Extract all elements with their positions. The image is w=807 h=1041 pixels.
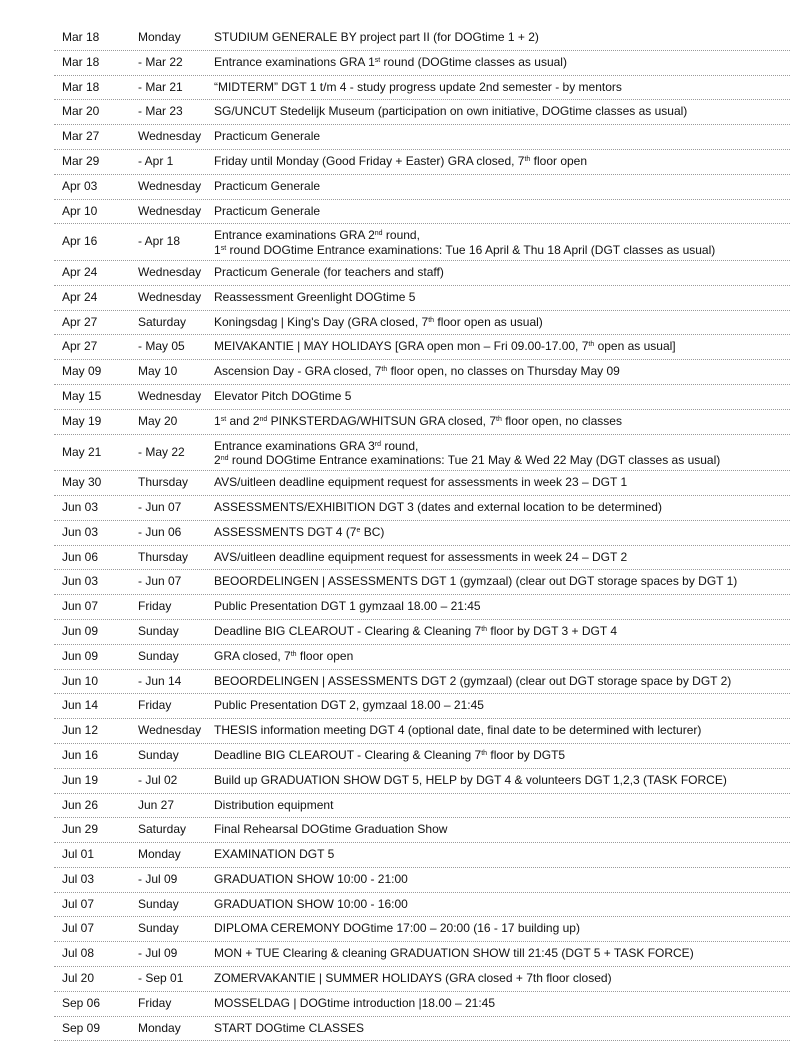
schedule-row — [54, 595, 790, 620]
row-event-line: Entrance examinations GRA 2nd round, — [214, 228, 420, 243]
row-date: Mar 18 — [62, 30, 100, 44]
row-event-line-2: 1st round DOGtime Entrance examinations: Tue 16 April & Thu 18 April (DGT classes as usual) — [214, 242, 716, 257]
row-day-or-range: - Jun 06 — [138, 524, 182, 539]
row-day-or-range: - Apr 1 — [138, 153, 174, 168]
schedule-row — [54, 311, 790, 336]
schedule-row — [54, 224, 790, 261]
row-event-line: 1st and 2nd PINKSTERDAG/WHITSUN GRA closed, 7th floor open, no classes — [214, 413, 622, 428]
row-date: May 09 — [62, 364, 102, 379]
schedule-row — [54, 261, 790, 286]
row-date: Jun 03 — [62, 524, 99, 539]
row-event — [214, 694, 484, 718]
row-event-line-2: 2nd round DOGtime Entrance examinations: Tue 21 May & Wed 22 May (DGT classes as usual) — [214, 453, 721, 468]
row-event-line: ASSESSMENTS DGT 4 (7e BC) — [214, 524, 385, 539]
schedule-row — [54, 769, 790, 794]
row-day-or-range: Monday — [138, 1020, 181, 1035]
row-date: Jun 03 — [62, 574, 99, 589]
row-day-or-range: Saturday — [138, 822, 187, 837]
row-event — [214, 670, 731, 694]
row-event-line: Friday until Monday (Good Friday + Easter) GRA closed, 7th floor open — [214, 153, 588, 168]
schedule-row — [54, 868, 790, 893]
row-event-line: MEIVAKANTIE | MAY HOLIDAYS [GRA open mon – Fri 09.00-17.00, 7th open as usual] — [214, 339, 676, 354]
row-event — [214, 385, 351, 409]
row-event — [214, 595, 481, 619]
row-date: Jul 08 — [62, 946, 95, 961]
schedule-row — [54, 570, 790, 595]
row-event — [214, 26, 539, 50]
row-day-or-range: - May 22 — [138, 444, 185, 459]
row-event-line: AVS/uitleen deadline equipment request for assessments in week 23 – DGT 1 — [214, 475, 628, 490]
row-day-or-range: Saturday — [138, 314, 187, 329]
schedule-row — [54, 992, 790, 1017]
row-day-or-range: Monday — [138, 30, 181, 44]
schedule-row — [54, 200, 790, 225]
schedule-row — [54, 1017, 790, 1041]
row-event — [214, 439, 720, 468]
row-day-or-range: - May 05 — [138, 339, 185, 354]
row-event-line: Practicum Generale — [214, 203, 321, 218]
row-day-or-range: - Jul 09 — [138, 871, 178, 886]
row-event — [214, 818, 447, 842]
row-event-line: SG/UNCUT Stedelijk Museum (participation on own initiative, DOGtime classes as usual) — [214, 104, 688, 119]
row-event — [214, 496, 662, 520]
schedule-row — [54, 818, 790, 843]
row-event-line: Elevator Pitch DOGtime 5 — [214, 388, 352, 403]
row-date: Apr 16 — [62, 234, 98, 249]
schedule-row — [54, 335, 790, 360]
row-event-line: EXAMINATION DGT 5 — [214, 847, 335, 862]
schedule-row — [54, 360, 790, 385]
row-date: Jul 20 — [62, 971, 95, 986]
row-day-or-range: - Jul 02 — [138, 772, 178, 787]
row-event — [214, 51, 567, 75]
row-event-line: GRA closed, 7th floor open — [214, 648, 354, 663]
row-date: Jun 09 — [62, 623, 99, 638]
row-event — [214, 335, 676, 359]
row-date: Apr 03 — [62, 178, 98, 193]
row-event-line: DIPLOMA CEREMONY DOGtime 17:00 – 20:00 (16 - 17 building up) — [214, 921, 580, 936]
row-event-line: MOSSELDAG | DOGtime introduction |18.00 – 21:45 — [214, 995, 496, 1010]
row-date: Jun 16 — [62, 747, 99, 762]
schedule-row — [54, 843, 790, 868]
row-event-line: MON + TUE Clearing & cleaning GRADUATION SHOW till 21:45 (DGT 5 + TASK FORCE) — [214, 946, 694, 961]
row-date: Jul 07 — [62, 921, 95, 936]
row-date: May 30 — [62, 475, 102, 490]
row-date: May 19 — [62, 413, 102, 428]
schedule-row — [54, 942, 790, 967]
row-date: Apr 27 — [62, 339, 98, 354]
row-event — [214, 200, 320, 224]
row-day-or-range: May 20 — [138, 413, 178, 428]
row-event — [214, 1017, 364, 1041]
row-event-line: GRADUATION SHOW 10:00 - 21:00 — [214, 871, 408, 886]
row-date: Mar 29 — [62, 153, 100, 168]
row-date: Apr 27 — [62, 314, 98, 329]
row-event — [214, 893, 408, 917]
row-day-or-range: - Jun 14 — [138, 673, 182, 688]
row-day-or-range: Wednesday — [138, 203, 202, 218]
row-day-or-range: - Mar 23 — [138, 104, 183, 119]
row-event-line: BEOORDELINGEN | ASSESSMENTS DGT 1 (gymzaal) (clear out DGT storage spaces by DGT 1) — [214, 574, 738, 589]
schedule-row — [54, 51, 790, 76]
row-event-line: Deadline BIG CLEAROUT - Clearing & Cleaning 7th floor by DGT 3 + DGT 4 — [214, 623, 618, 638]
row-day-or-range: - Jul 09 — [138, 946, 178, 961]
schedule-table — [54, 26, 790, 1041]
row-day-or-range: Thursday — [138, 549, 189, 564]
row-day-or-range: Sunday — [138, 896, 179, 911]
row-day-or-range: May 10 — [138, 364, 178, 379]
row-event-line: GRADUATION SHOW 10:00 - 16:00 — [214, 896, 408, 911]
row-event — [214, 410, 622, 434]
row-event-line: Distribution equipment — [214, 797, 334, 812]
row-day-or-range: Wednesday — [138, 388, 202, 403]
row-date: May 21 — [62, 444, 102, 459]
row-event-line: Reassessment Greenlight DOGtime 5 — [214, 289, 416, 304]
schedule-row — [54, 620, 790, 645]
schedule-row — [54, 150, 790, 175]
row-event-line: Entrance examinations GRA 3rd round, — [214, 438, 419, 453]
row-event — [214, 868, 408, 892]
row-event — [214, 719, 701, 743]
row-event — [214, 917, 580, 941]
row-event — [214, 521, 384, 545]
row-date: Apr 24 — [62, 264, 98, 279]
schedule-row — [54, 496, 790, 521]
row-event-line: Practicum Generale — [214, 129, 321, 144]
row-date: May 15 — [62, 388, 102, 403]
row-date: Apr 24 — [62, 289, 98, 304]
row-event-line: Final Rehearsal DOGtime Graduation Show — [214, 822, 448, 837]
schedule-row — [54, 670, 790, 695]
row-date: Jul 01 — [62, 847, 95, 862]
row-event-line: THESIS information meeting DGT 4 (optional date, final date to be determined with lecturer) — [214, 723, 702, 738]
row-day-or-range: Sunday — [138, 648, 179, 663]
row-event — [214, 942, 694, 966]
row-date: Jul 03 — [62, 871, 95, 886]
row-event — [214, 471, 627, 495]
row-event — [214, 967, 612, 991]
row-day-or-range: Wednesday — [138, 264, 202, 279]
schedule-row — [54, 546, 790, 571]
row-day-or-range: Friday — [138, 599, 172, 614]
row-day-or-range: Monday — [138, 847, 181, 862]
row-event-line: Ascension Day - GRA closed, 7th floor open, no classes on Thursday May 09 — [214, 364, 620, 379]
row-day-or-range: - Apr 18 — [138, 234, 181, 249]
row-event — [214, 76, 622, 100]
row-event — [214, 546, 627, 570]
schedule-row — [54, 521, 790, 546]
row-event-line: “MIDTERM” DGT 1 t/m 4 - study progress update 2nd semester - by mentors — [214, 79, 622, 94]
row-event-line: ZOMERVAKANTIE | SUMMER HOLIDAYS (GRA closed + 7th floor closed) — [214, 971, 612, 986]
row-event — [214, 261, 444, 285]
row-date: Mar 20 — [62, 104, 100, 119]
row-event-line: BEOORDELINGEN | ASSESSMENTS DGT 2 (gymzaal) (clear out DGT storage space by DGT 2) — [214, 673, 732, 688]
schedule-row — [54, 175, 790, 200]
row-date: Jun 07 — [62, 599, 99, 614]
schedule-row — [54, 125, 790, 150]
row-event-line: ASSESSMENTS/EXHIBITION DGT 3 (dates and external location to be determined) — [214, 499, 662, 514]
schedule-row — [54, 100, 790, 125]
row-day-or-range: Wednesday — [138, 178, 202, 193]
row-event-line: AVS/uitleen deadline equipment request for assessments in week 24 – DGT 2 — [214, 549, 628, 564]
row-date: Jun 12 — [62, 723, 99, 738]
row-day-or-range: Thursday — [138, 475, 189, 490]
row-event-line: Public Presentation DGT 2, gymzaal 18.00 – 21:45 — [214, 698, 484, 713]
row-event-line: START DOGtime CLASSES — [214, 1020, 365, 1035]
row-event — [214, 794, 333, 818]
row-event — [214, 645, 353, 669]
row-day-or-range: Sunday — [138, 747, 179, 762]
row-event-line: Public Presentation DGT 1 gymzaal 18.00 – 21:45 — [214, 599, 481, 614]
row-event — [214, 360, 620, 384]
row-date: Jul 07 — [62, 896, 95, 911]
row-day-or-range: Wednesday — [138, 289, 202, 304]
row-day-or-range: - Jun 07 — [138, 574, 182, 589]
schedule-row — [54, 645, 790, 670]
row-date: Jun 26 — [62, 797, 99, 812]
row-day-or-range: - Mar 21 — [138, 79, 183, 94]
row-event — [214, 744, 565, 768]
row-date: Jun 06 — [62, 549, 99, 564]
row-date: Jun 14 — [62, 698, 99, 713]
schedule-row — [54, 471, 790, 496]
schedule-row — [54, 385, 790, 410]
row-event-line: Practicum Generale (for teachers and staff) — [214, 264, 444, 279]
row-day-or-range: Jun 27 — [138, 797, 175, 812]
row-event — [214, 570, 737, 594]
row-date: Mar 18 — [62, 79, 100, 94]
row-event — [214, 100, 687, 124]
row-event — [214, 311, 543, 335]
row-event — [214, 175, 320, 199]
schedule-row — [54, 917, 790, 942]
row-date: Jun 09 — [62, 648, 99, 663]
row-date: Sep 06 — [62, 995, 101, 1010]
row-event — [214, 843, 334, 867]
row-event — [214, 150, 587, 174]
row-day-or-range: Sunday — [138, 623, 179, 638]
row-day-or-range: - Sep 01 — [138, 971, 184, 986]
row-event-line: Practicum Generale — [214, 178, 321, 193]
row-event — [214, 125, 320, 149]
row-event — [214, 992, 495, 1016]
row-date: Jun 03 — [62, 499, 99, 514]
row-event — [214, 228, 715, 257]
row-date: Sep 09 — [62, 1020, 101, 1035]
schedule-row — [54, 286, 790, 311]
schedule-row — [54, 794, 790, 819]
row-day-or-range: Sunday — [138, 921, 179, 936]
schedule-row — [54, 893, 790, 918]
row-day-or-range: Wednesday — [138, 129, 202, 144]
row-date: Jun 19 — [62, 772, 99, 787]
row-event-line: Entrance examinations GRA 1st round (DOGtime classes as usual) — [214, 54, 567, 69]
schedule-row — [54, 435, 790, 472]
schedule-row — [54, 410, 790, 435]
row-date: Jun 29 — [62, 822, 99, 837]
row-day-or-range: Friday — [138, 995, 172, 1010]
schedule-row — [54, 967, 790, 992]
row-event — [214, 769, 727, 793]
row-day-or-range: Friday — [138, 698, 172, 713]
row-date: Jun 10 — [62, 673, 99, 688]
row-day-or-range: - Jun 07 — [138, 499, 182, 514]
schedule-row — [54, 76, 790, 101]
schedule-row — [54, 744, 790, 769]
row-date: Mar 18 — [62, 54, 100, 69]
row-day-or-range: Wednesday — [138, 723, 202, 738]
row-date: Mar 27 — [62, 129, 100, 144]
row-event-line: Koningsdag | King's Day (GRA closed, 7th floor open as usual) — [214, 314, 543, 329]
schedule-row — [54, 26, 790, 51]
row-event — [214, 286, 415, 310]
schedule-row — [54, 719, 790, 744]
row-event-line: Build up GRADUATION SHOW DGT 5, HELP by DGT 4 & volunteers DGT 1,2,3 (TASK FORCE) — [214, 772, 727, 787]
row-event-line: Deadline BIG CLEAROUT - Clearing & Cleaning 7th floor by DGT5 — [214, 747, 566, 762]
row-date: Apr 10 — [62, 203, 98, 218]
row-day-or-range: - Mar 22 — [138, 54, 183, 69]
row-event-line: STUDIUM GENERALE BY project part II (for DOGtime 1 + 2) — [214, 30, 539, 44]
row-event — [214, 620, 617, 644]
schedule-row — [54, 694, 790, 719]
